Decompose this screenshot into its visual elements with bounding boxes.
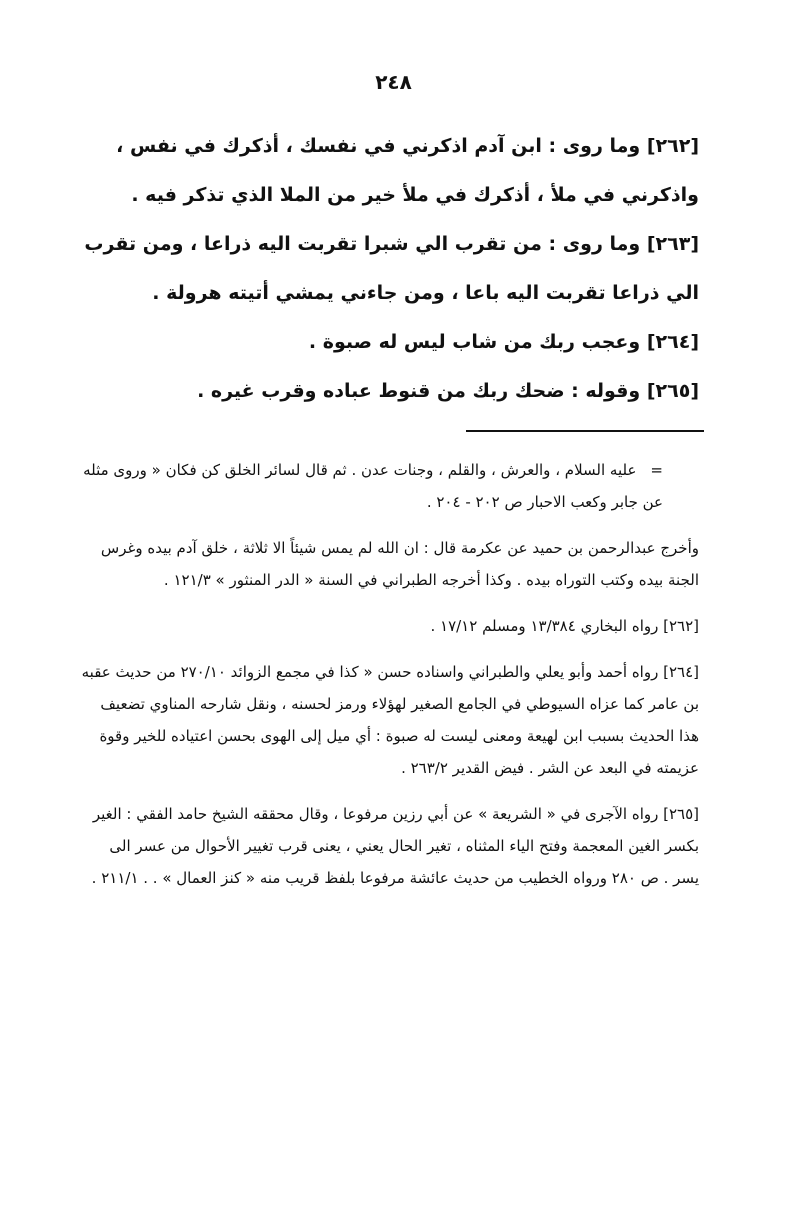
main-text <box>79 122 699 416</box>
footnote-264: [٢٦٤] رواه أحمد وأبو يعلي والطبراني واسناده حسن « كذا في مجمع الزوائد ٢٧٠/١٠ من حديث عقبه بن عامر كما عزاه السيوطي في الجامع الصغير لهؤلاء ورمز لحسنه ، ونقل شارحه المناوي تضعيف هذا الحديث بسبب ابن لهيعة ومعنى ليست له صبوة : أي ميل إلى الهوى بحسن اعتياده للخير وقوة عزيمته في البعد عن الشر . فيض القدير ٢٦٣/٢ . <box>81 663 699 777</box>
hadith-entry-265: [٢٦٥] وقوله : ضحك ربك من قنوط عباده وقرب غيره . <box>197 380 699 402</box>
footnote-265: [٢٦٥] رواه الآجرى في « الشريعة » عن أبي رزين مرفوعا ، وقال محققه الشيخ حامد الفقي : الغير بكسر الغين المعجمة وفتح الياء المثناه ، تغير الحال يعني ، يعنى قرب تغيير الأحوال من عسر الى يسر . ص ٢٨٠ ورواه الخطيب من حديث عائشة مرفوعا بلفظ قريب منه « كنز العمال » . . ٢١١/١ . <box>91 805 699 887</box>
footnote-continuation-paragraph: وأخرج عبدالرحمن بن حميد عن عكرمة قال : ان الله لم يمس شيئاً الا ثلاثة ، خلق آدم بيده وغرس الجنة بيده وكتب التوراه بيده . وكذا أخرجه الطبراني في السنة « الدر المنثور » ١٢١/٣ . <box>100 539 699 589</box>
page-number: ٢٤٨ <box>375 70 412 94</box>
footnotes <box>79 454 699 908</box>
continuation-mark: = <box>650 461 663 479</box>
footnote-262: [٢٦٢] رواه البخاري ١٣/٣٨٤ ومسلم ١٧/١٢ . <box>430 617 699 635</box>
hadith-entry-263: [٢٦٣] وما روى : من تقرب الي شبرا تقربت اليه ذراعا ، ومن تقرب الي ذراعا تقربت اليه باعا ، ومن جاءني يمشي أتيته هرولة . <box>84 233 699 304</box>
footnote-divider <box>466 430 704 432</box>
hadith-entry-262: [٢٦٢] وما روى : ابن آدم اذكرني في نفسك ، أذكرك في نفس ، واذكرني في ملأ ، أذكرك في ملأ خير من الملا الذي تذكر فيه . <box>116 135 699 206</box>
footnote-continuation <box>79 454 699 518</box>
continuation-text: عليه السلام ، والعرش ، والقلم ، وجنات عدن . ثم قال لسائر الخلق كن فكان « وروى مثله عن جابر وكعب الاحبار ص ٢٠٢ - ٢٠٤ . <box>83 461 663 511</box>
hadith-entry-264: [٢٦٤] وعجب ربك من شاب ليس له صبوة . <box>308 331 699 353</box>
